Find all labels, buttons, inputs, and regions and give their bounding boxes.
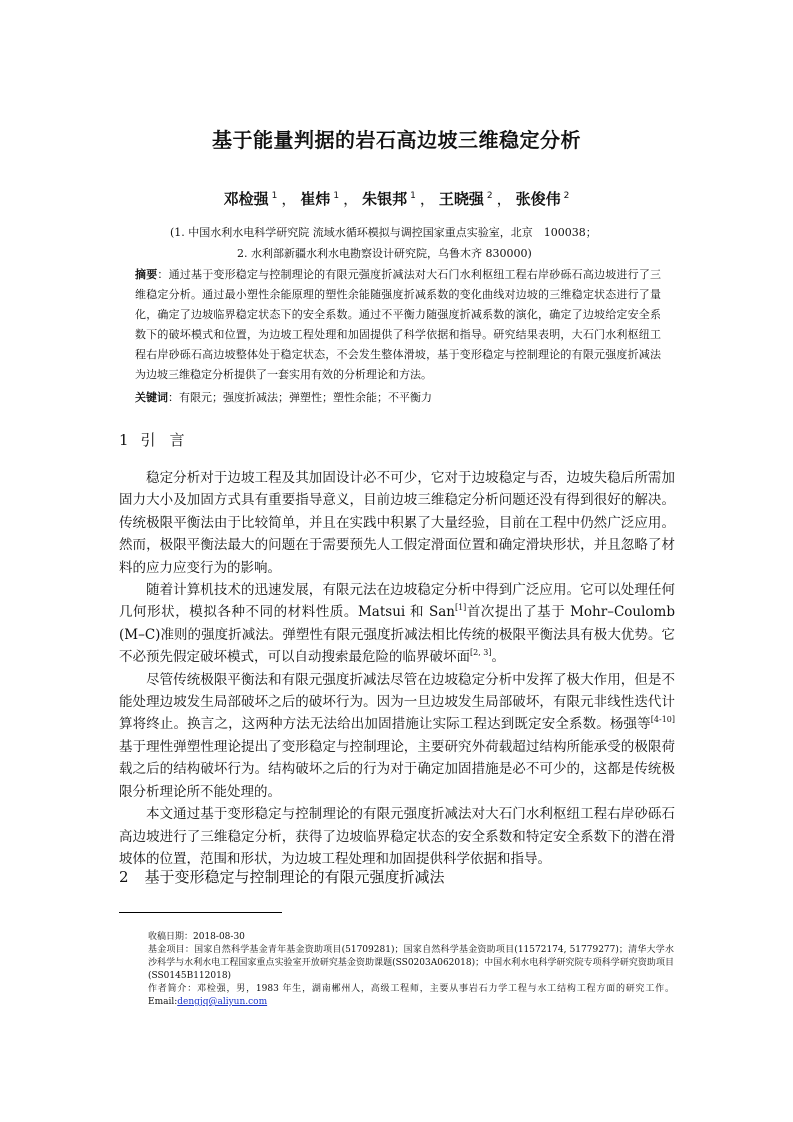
author-name: 崔炜 — [300, 190, 331, 208]
footnote-author-text: 作者简介：邓检强，男，1983 年生，湖南郴州人，高级工程师，主要从事岩石力学工程与水工结构工程方面的研究工作。Email: — [148, 984, 674, 1007]
author-affiliation-mark: 2 — [486, 191, 493, 201]
citation: [4-10] — [650, 715, 675, 725]
affiliation-line-1: (1. 中国水利水电科学研究院 流域水循环模拟与调控国家重点实验室，北京 100038； — [170, 226, 597, 239]
author-affiliation-mark: 1 — [410, 191, 416, 201]
section-number: 2 — [119, 868, 129, 886]
citation: [1] — [454, 603, 467, 613]
footnote-funding: 基金项目：国家自然科学基金青年基金资助项目(51709281)；国家自然科学基金资助项目(11572174, 51779277)；清华大学水沙科学与水利水电工程国家重点实验室开放研究基金资助课题(SS0203A062018)；中国水利水电科学研究院专项科学研究资助项目(SS0145B112018) — [148, 945, 674, 981]
section-number: 1 — [119, 431, 129, 449]
footnote — [148, 931, 674, 1009]
paragraph: 稳定分析对于边坡工程及其加固设计必不可少，它对于边坡稳定与否，边坡失稳后所需加固力大小及加固方式具有重要指导意义，目前边坡三维稳定分析问题还没有得到很好的解决。传统极限平衡法由于比较简单，并且在实践中积累了大量经验，目前在工程中仍然广泛应用。然而，极限平衡法最大的问题在于需要预先人工假定滑面位置和确定滑块形状，并且忽略了材料的应力应变行为的影响。 — [119, 470, 675, 576]
keywords-label: 关键词 — [135, 391, 168, 404]
paragraph-text: 随着计算机技术的迅速发展，有限元法在边坡稳定分析中得到广泛应用。它可以处理任何几何形状，模拟各种不同的材料性质。Matsui 和 San — [119, 582, 675, 621]
paragraph-text: 尽管传统极限平衡法和有限元强度折减法尽管在边坡稳定分析中发挥了极大作用，但是不能处理边坡发生局部破坏之后的破坏行为。因为一旦边坡发生局部破坏，有限元非线性迭代计算将终止。换言之，这两种方法无法给出加固措施让实际工程达到既定安全系数。杨强等 — [119, 671, 675, 733]
paragraph-text: 。 — [491, 649, 506, 666]
footnote-divider — [119, 912, 282, 913]
citation: [2, 3] — [470, 648, 492, 658]
paragraph-text: 基于理性弹塑性理论提出了变形稳定与控制理论，主要研究外荷载超过结构所能承受的极限荷载之后的结构破坏行为。结构破坏之后的行为对于确定加固措施是必不可少的，这都是传统极限分析理论所不能处理的。 — [119, 738, 675, 800]
abstract-text: ：通过基于变形稳定与控制理论的有限元强度折减法对大石门水利枢纽工程右岸砂砾石高边坡进行了三维稳定分析。通过最小塑性余能原理的塑性余能随强度折减系数的变化曲线对边坡的三维稳定状态进行了量化，确定了边坡临界稳定状态下的安全系数。通过不平衡力随强度折减系数的演化，确定了边坡给定安全系数下的破坏模式和位置，为边坡工程处理和加固提供了科学依据和指导。研究结果表明，大石门水利枢纽工程右岸砂砾石高边坡整体处于稳定状态，不会发生整体滑坡，基于变形稳定与控制理论的有限元强度折减法为边坡三维稳定分析提供了一套实用有效的分析理论和方法。 — [135, 268, 662, 381]
author-list — [0, 188, 793, 209]
paragraph-text: 首次提出了基于 Mohr–Coulomb (M–C)准则的强度折减法。弹塑性有限元强度折减法相比传统的极限平衡法具有极大优势。它不必预先假定破坏模式，可以自动搜索最危险的临界破坏面 — [119, 604, 675, 666]
abstract-label: 摘要 — [135, 268, 158, 281]
keywords — [135, 389, 432, 405]
paragraph — [119, 579, 675, 669]
author-separator: ， — [281, 190, 297, 208]
paper-title: 基于能量判据的岩石高边坡三维稳定分析 — [212, 128, 581, 152]
section-title: 基于变形稳定与控制理论的有限元强度折减法 — [144, 868, 445, 886]
email-link[interactable]: dengjq@aliyun.com — [177, 997, 268, 1007]
author-separator: ， — [419, 190, 435, 208]
paragraph: 本文通过基于变形稳定与控制理论的有限元强度折减法对大石门水利枢纽工程右岸砂砾石高边坡进行了三维稳定分析，获得了边坡临界稳定状态的安全系数和特定安全系数下的潜在滑坡体的位置，范围和形状，为边坡工程处理和加固提供科学依据和指导。 — [119, 806, 675, 867]
author-affiliation-mark: 2 — [563, 191, 570, 201]
section-title: 引言 — [140, 431, 199, 449]
author-name: 朱银邦 — [362, 190, 408, 208]
affiliation-line-2: 2. 水利部新疆水利水电勘察设计研究院，乌鲁木齐 830000) — [237, 247, 532, 260]
author-name: 邓检强 — [223, 190, 269, 208]
author-affiliation-mark: 1 — [271, 191, 278, 201]
footnote-author-info — [148, 983, 674, 1009]
section-heading-2 — [119, 866, 445, 887]
author-name: 张俊伟 — [515, 190, 561, 208]
paragraph — [119, 669, 675, 803]
author-name: 王晓强 — [438, 190, 484, 208]
author-affiliation-mark: 1 — [333, 191, 340, 201]
body-text — [119, 467, 675, 870]
footnote-received: 收稿日期：2018-08-30 — [148, 932, 245, 942]
section-heading-1 — [119, 429, 199, 450]
author-separator: ， — [496, 190, 512, 208]
keywords-text: ：有限元；强度折减法；弹塑性；塑性余能；不平衡力 — [168, 391, 432, 404]
author-separator: ， — [343, 190, 359, 208]
abstract — [135, 265, 661, 385]
